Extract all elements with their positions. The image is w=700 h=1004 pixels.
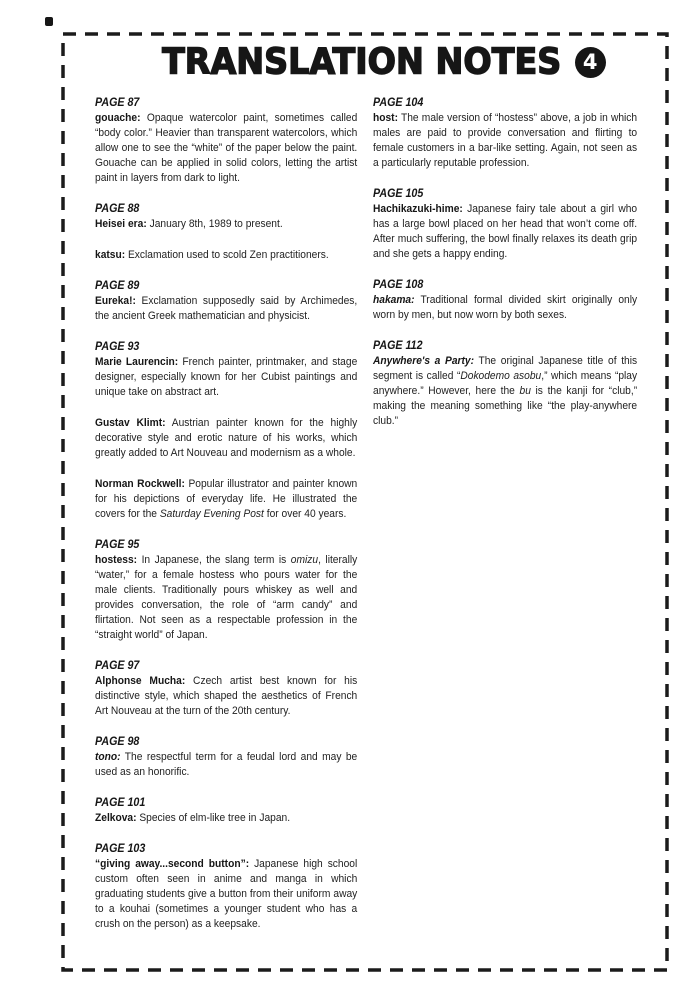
note-text: Exclamation supposedly said by Archimedes, the ancient Greek mathematician and physicist. — [95, 295, 358, 322]
note-text: omizu — [290, 554, 319, 566]
note-text: Dokodemo asobu — [460, 370, 542, 382]
note-text: Exclamation used to scold Zen practitioners. — [125, 249, 329, 261]
page-heading: PAGE 104 — [373, 97, 424, 109]
note-text: Austrian painter known for the highly decorative style and erotic nature of his works, which greatly added to Art Nouveau and modernism as a whole. — [95, 417, 358, 459]
note-entry — [373, 293, 637, 323]
note-term: Heisei era: — [95, 218, 147, 230]
note-text: bu — [519, 385, 531, 397]
note-entry — [95, 294, 357, 324]
note-text: The respectful term for a feudal lord and may be used as an honorific. — [95, 751, 358, 778]
page-heading: PAGE 88 — [95, 203, 140, 215]
note-text: Saturday Evening Post — [159, 508, 264, 520]
note-entry — [95, 750, 357, 780]
note-entry — [95, 217, 357, 232]
note-entry — [373, 202, 637, 262]
note-entry — [95, 416, 357, 461]
page-heading: PAGE 112 — [373, 340, 423, 352]
page-heading: PAGE 89 — [95, 280, 140, 292]
note-entry — [95, 355, 357, 400]
note-text: The male version of “hostess” above, a job in which males are paid to provide conversation and flirting to female customers in a bar-like setting. Again, not seen as a particularly reputable profession. — [373, 112, 638, 169]
page-heading: PAGE 95 — [95, 539, 140, 551]
note-text: January 8th, 1989 to present. — [146, 218, 283, 230]
title-number: 4 — [582, 50, 598, 74]
note-term: “giving away...second button”: — [95, 858, 250, 870]
note-term: gouache: — [95, 112, 141, 124]
note-text: The original Japanese title of this segment is called “ — [373, 355, 638, 382]
note-text: Species of elm-like tree in Japan. — [136, 812, 291, 824]
note-term: Zelkova: — [95, 812, 137, 824]
title-number-badge — [575, 47, 606, 78]
page-heading: PAGE 93 — [95, 341, 140, 353]
page-title — [62, 42, 668, 82]
note-text: Japanese fairy tale about a girl who has a large bowl placed on her head that won’t come off. After much suffering, the bowl finally relaxes its death grip and she gets a happy ending. — [373, 203, 638, 260]
note-term: Marie Laurencin: — [95, 356, 179, 368]
note-term: host: — [373, 112, 399, 124]
page-heading: PAGE 101 — [95, 797, 146, 809]
note-text: Japanese high school custom often seen in anime and manga in which graduating students give a button from their uniform away to a kouhai (sometimes a younger student who has a crush on the person) as a keepsake. — [95, 858, 358, 930]
note-term: Norman Rockwell: — [95, 478, 185, 490]
note-text: for over 40 years. — [263, 508, 347, 520]
note-text: In Japanese, the slang term is — [137, 554, 291, 566]
right-column — [373, 96, 637, 445]
note-term: Hachikazuki-hime: — [373, 203, 463, 215]
note-text: Opaque watercolor paint, sometimes called “body color.” Heavier than transparent watercolors, which allow one to see the “white” of the paper below the paint. Gouache can be applied in solid colors, letting the artist paint in layers from dark to light. — [95, 112, 358, 184]
note-term: Eureka!: — [95, 295, 136, 307]
page-heading: PAGE 98 — [95, 736, 140, 748]
page-heading: PAGE 108 — [373, 279, 424, 291]
note-entry — [95, 553, 357, 643]
note-term: Alphonse Mucha: — [95, 675, 186, 687]
note-entry — [373, 111, 637, 171]
note-entry — [373, 354, 637, 429]
note-text: , literally “water,” for a female hostess who pours water for the male clients. Traditionally pours whiskey as well and provides conversation, the role of “arm candy” and flirtation. Not seen as a respectable profession in the “straight world” of Japan. — [95, 554, 358, 641]
title-text: TRANSLATION NOTES — [162, 41, 562, 83]
note-text: Czech artist best known for his distinctive style, which shaped the aesthetics of French Art Nouveau at the turn of the 20th century. — [95, 675, 358, 717]
note-term: hostess: — [95, 554, 138, 566]
page-heading: PAGE 105 — [373, 188, 424, 200]
note-term: katsu: — [95, 249, 126, 261]
note-text: French painter, printmaker, and stage designer, especially known for her Cubist paintings and unique take on abstract art. — [95, 356, 358, 398]
page-heading: PAGE 87 — [95, 97, 140, 109]
note-entry — [95, 811, 357, 826]
page-heading: PAGE 103 — [95, 843, 146, 855]
note-entry — [95, 111, 357, 186]
left-column — [95, 96, 357, 948]
note-entry — [95, 674, 357, 719]
note-entry — [95, 477, 357, 522]
print-artifact-mark — [45, 17, 53, 26]
note-entry — [95, 248, 357, 263]
note-term: hakama: — [373, 294, 415, 306]
note-term: Anywhere's a Party: — [373, 355, 475, 367]
note-term: tono: — [95, 751, 121, 763]
note-text: Popular illustrator and painter known for his depictions of everyday life. He illustrated the covers for the — [95, 478, 358, 520]
note-text: Traditional formal divided skirt originally only worn by men, but now worn by both sexes. — [373, 294, 638, 321]
note-text: ,” which means “play anywhere.” However, here the — [373, 370, 638, 397]
note-term: Gustav Klimt: — [95, 417, 166, 429]
page-heading: PAGE 97 — [95, 660, 140, 672]
note-entry — [95, 857, 357, 932]
note-text: is the kanji for “club,” making the meaning something like “the play-anywhere club.” — [373, 385, 638, 427]
